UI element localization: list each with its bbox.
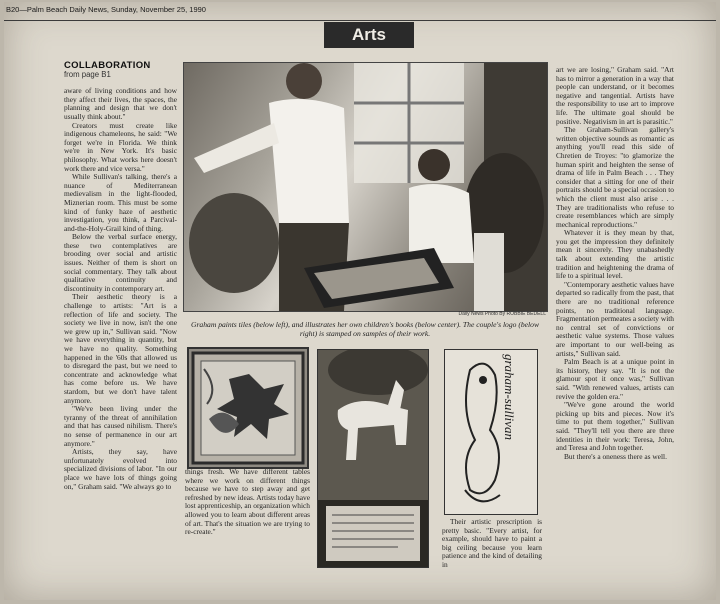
paragraph: Creators must create like indigenous chameleons, he said: "We forget we're in Florida. We think we're in New York. It's basic philosophy. What works here doesn't work there and vice versa." (64, 120, 177, 173)
column-4 (556, 66, 674, 461)
tile-image (187, 347, 309, 469)
paragraph: art we are losing," Graham said. "Art has to mirror a generation in a way that people can understand, or it becomes negative and tangential. Artists have the responsibility to use art to improve life. The ultimate goal should be positive. Negativism in art is parasitic." (556, 65, 674, 126)
paragraph: Artists, they say, have unfortunately evolved into specialized divisions of labor. "In our place we have lots of things going on," Graham said. "We always go to (64, 447, 177, 491)
header-rule (4, 20, 716, 21)
column-1 (64, 62, 177, 491)
jump-line: from page B1 (64, 69, 111, 79)
column-3-bottom (442, 518, 542, 570)
column-2-bottom (185, 468, 310, 537)
paragraph: While Sullivan's talking, there's a nuance of Mediterranean medievalism in the light-flooded, Miznerian room. This must be some kind of funky haze of aesthetic investigation, you think, a Parcival-and-the-Holy-Grail kind of thing. (64, 172, 177, 233)
photo-caption: Graham paints tiles (below left), and illustrates her own children's books (below center). The couple's logo (below right) is stamped on samples of their work. (190, 320, 540, 338)
paragraph: Palm Beach is at a unique point in its history, they say. "It is not the glamour spot it once was," Sullivan said. "With renewed values, artists can revive the golden era." (556, 357, 674, 401)
section-banner: Arts (324, 22, 414, 48)
paragraph: "We've been living under the tyranny of the threat of annihilation and that has caused nihilism. There's no sense of permanence in our art anymore." (64, 404, 177, 448)
main-photo-art (184, 63, 547, 311)
page-folio: B20—Palm Beach Daily News, Sunday, November 25, 1990 (6, 5, 206, 14)
paragraph: "We've gone around the world picking up bits and pieces. Now it's time to put them together," Sullivan said. "They'll tell you there are three identities in their work: Teresa, John, and Teresa and John together. (556, 400, 674, 453)
paragraph: But there's a oneness there as well. (564, 451, 667, 461)
logo-wordmark: graham-sullivan (502, 354, 517, 440)
paragraph: Whatever it is they mean by that, you get the impression they definitely mean it sincerely. They unabashedly talk about extending the artistic tradition and heightening the drama of life to a spiritual level. (556, 228, 674, 281)
book-image (317, 349, 429, 568)
paragraph: Below the verbal surface energy, these two contemplatives are brooding over social and artistic issues. Neither of them is short on social commentary. They talk about qualitative continuity and discontinuity in contemporary art. (64, 232, 177, 293)
photo-credit: Daily News Photo By ROBBIE BEDELL (458, 311, 546, 317)
paragraph: "Contemporary aesthetic values have departed so radically from the past, that there are no traditional reference points, no traditional language. Fragmentation permeates a society with no central set of convictions or aesthetic value systems. Those values are important to our well-being as artists," Sullivan said. (556, 279, 674, 358)
newspaper-page (4, 2, 716, 600)
main-photo (183, 62, 548, 312)
logo-image (444, 349, 538, 515)
paragraph: aware of living conditions and how they affect their lives, the spaces, the planning and design that we don't usually think about." (64, 86, 177, 121)
paragraph: The Graham-Sullivan gallery's written objective sounds as romantic as anything you'll read this side of Chretien de Troyes: "to glamorize the human spirit and heighten the sense of drama of life in Palm Beach . . . They consider that a sitting for one of their portraits should be a special occasion to which the client must also arise . . . They are traditionalists who refuse to create resemblances which are simply mechanical reproductions." (556, 125, 674, 229)
article-kicker: COLLABORATION (64, 60, 151, 71)
paragraph: Their aesthetic theory is a challenge to artists: "Art is a reflection of life and society. The society we live in now, isn't the one we grew up in," Sullivan said. "Now we have everything in quantity, but we have no quality. Something happened in the '60s that allowed us to disregard the past, but we need to concentrate and acknowledge what has come before us. We have stardom, but we don't have talent anymore. (64, 292, 177, 405)
paragraph: Their artistic prescription is pretty basic. "Every artist, for example, should have to paint a big ceiling because you learn patience and the kind of detailing in (442, 517, 542, 569)
paragraph: things fresh. We have different tables where we work on different things because we have to step away and get refreshed by new ideas. Artists today have lost apprenticeship, an organization which allowed you to learn about different areas of art. That's the situation we are trying to re-create." (185, 467, 310, 537)
